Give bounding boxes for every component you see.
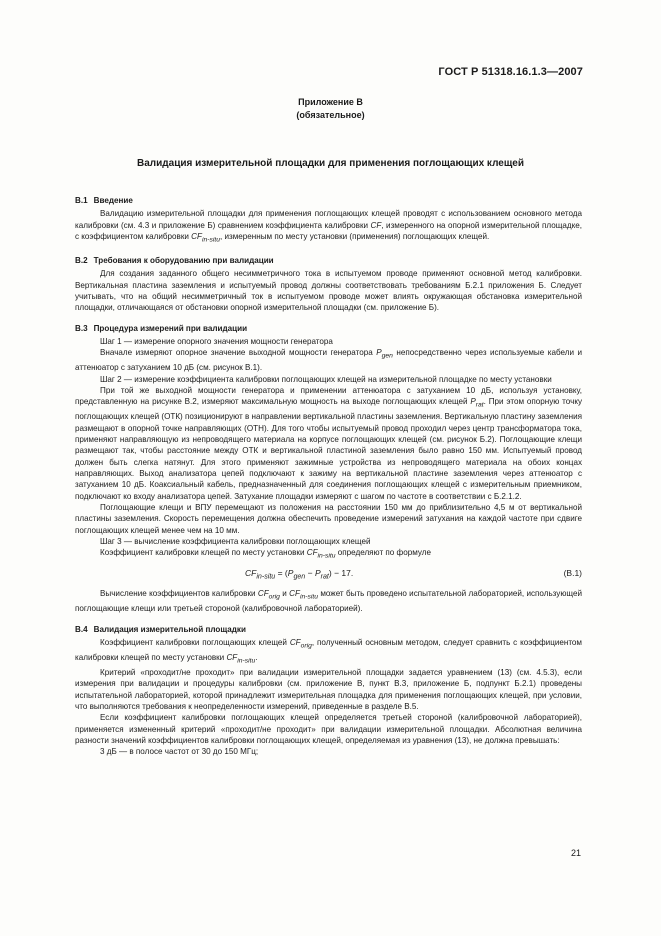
- section-heading-b2: В.2 Требования к оборудованию при валидации: [75, 255, 274, 265]
- paragraph: Коэффициент калибровки поглощающих клещей $CF_{orig}$, полученный основным методом, следует сравнить с коэффициентом калибровки клещей по месту установки $CF_{in-situ}$.: [75, 638, 583, 665]
- paragraph: Для создания заданного общего несимметричного тока в испытуемом проводе применяют основной метод калибровки. Вертикальная пластина заземления и испытуемый провод должны соответствовать требованиям Б.2.1 приложения Б. Следует учитывать, что на общий несимметричный ток в испытуемом проводе может влиять окружающая обстановка измерительной площадки, отличающаяся от обстановки опорной измерительной площадки (см. приложение Б).: [75, 269, 582, 313]
- paragraph: Вначале измеряют опорное значение выходной мощности генератора $P_{gen}$ непосредственно через используемые кабели и аттенюатор с затуханием 10 дБ (см. рисунок В.1).: [75, 348, 582, 373]
- annex-title: Приложение В: [298, 97, 363, 107]
- step-title: Шаг 3 — вычисление коэффициента калибровки поглощающих клещей: [100, 537, 371, 547]
- paragraph: Поглощающие клещи и ВПУ перемещают из положения на расстоянии 150 мм до приблизительно 4,5 м от вертикальной пластины заземления. Скорость перемещения должна обеспечить проведение измерений затухания на каждой частоте при сдвиге поглощающих клещей менее чем на 10 мм.: [75, 503, 582, 535]
- paragraph: При той же выходной мощности генератора и применении аттенюатора с затуханием 10 дБ, используя установку, представленную на рисунке В.2, измеряют максимальную мощность на выходе поглощающих клещей $P_{rat}$. При этом опорную точку поглощающих клещей (ОТК) позиционируют в направлении вертикальной пластины заземления. Вертикальную пластину заземления размещают в опорной точке направляющих (ОТН). Для того чтобы испытуемый провод проходил через центр трансформатора тока, применяют направляющую из непроводящего материала на корпусе поглощающих клещей (см. рисунок Б.2). Поглощающие клещи размещают так, чтобы расстояние между ОТК и вертикальной пластиной заземления было равно 150 мм. Испытуемый провод должен быть слегка натянут. Для этого применяют зажимные устройства из непроводящего материала на обоих концах направляющих. Выход анализатора цепей подключают к зажиму на вертикальной пластине заземления через аттенюатор с затуханием 10 дБ. Коаксиальный кабель, предназначенный для соединения поглощающих клещей с измерительным приемником, подключают ко входу анализатора цепей. Затухание площадки измеряют с шагом по частоте в соответствии с Б.2.1.2.: [75, 386, 582, 501]
- formula-number: (В.1): [563, 568, 582, 579]
- paragraph: Если коэффициент калибровки поглощающих клещей определяется третьей стороной (калибровочной лабораторией), применяется измененный критерий «проходит/не проходит» при валидации измерительной площадки. Абсолютная величина разности значений коэффициентов калибровки поглощающих клещей, определяемая из уравнения (13), не должна превышать:: [75, 713, 582, 746]
- section-heading-b4: В.4 Валидация измерительной площадки: [75, 624, 246, 634]
- formula-b1: [75, 564, 582, 584]
- paragraph: Вычисление коэффициентов калибровки $CF_{orig}$ и $CF_{in-situ}$ может быть проведено испытательной лабораторией, использующей поглощающие клещи или третьей стороной (калибровочной лабораторией).: [75, 589, 582, 614]
- annex-status: (обязательное): [296, 110, 365, 120]
- section-heading-b1: В.1 Введение: [75, 196, 133, 205]
- standard-header: ГОСТ Р 51318.16.1.3—2007: [438, 66, 583, 78]
- paragraph: Валидацию измерительной площадки для применения поглощающих клещей проводят с использованием основного метода калибровки (см. 4.3 и приложение Б) сравнением коэффициента калибровки CF, измеренного на опорной измерительной площадке, с коэффициентом калибровки $CF_{in-situ}$, измеренным по месту установки (применения) поглощающих клещей.: [75, 209, 582, 244]
- section-heading-b3: В.3 Процедура измерений при валидации: [75, 323, 248, 333]
- list-item: 3 дБ — в полосе частот от 30 до 150 МГц;: [100, 747, 259, 757]
- formula-expression: $CF_{in-situ} = (P_{gen} - P_{rat}) - 17$.: [245, 568, 354, 582]
- step-title: Шаг 1 — измерение опорного значения мощности генератора: [100, 337, 333, 347]
- page-number: 21: [570, 848, 581, 858]
- paragraph: Коэффициент калибровки клещей по месту установки $CF_{in-situ}$ определяют по формуле: [100, 548, 431, 561]
- body-content: [75, 190, 582, 758]
- paragraph: Критерий «проходит/не проходит» при валидации измерительной площадки задается уравнением (13) (см. 4.5.3), если измерения при валидации и процедуры калибровки (см. приложение В, пункт В.3, приложение Б, подпункт Б.2.1) проведены испытательной лабораторией, которой принадлежит измерительная площадка для применения поглощающих клещей, при условии, что выполняются требования к неопределенности измерений, приведенные в разделе В.5.: [75, 667, 582, 711]
- step-title: Шаг 2 — измерение коэффициента калибровки поглощающих клещей на измерительной площадке по месту установки: [100, 374, 552, 384]
- document-title: Валидация измерительной площадки для применения поглощающих клещей: [137, 158, 524, 169]
